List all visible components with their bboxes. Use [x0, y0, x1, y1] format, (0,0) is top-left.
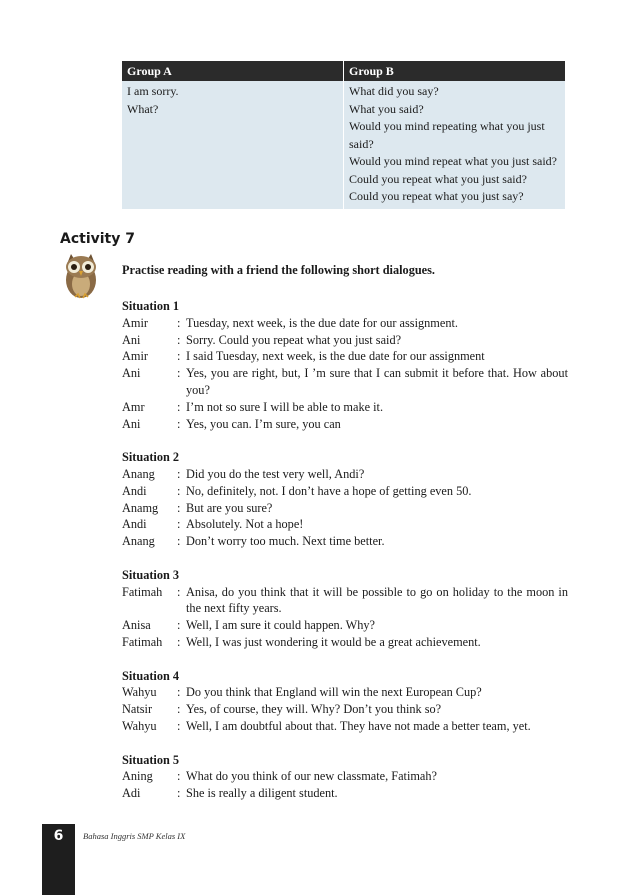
dialogue-text: Absolutely. Not a hope!	[186, 517, 304, 532]
speaker-name: Aning	[122, 769, 153, 784]
dialogue-line: Natsir : Yes, of course, they will. Why? Don’t you think so?	[122, 701, 568, 718]
situation-title: Situation 5	[122, 752, 180, 767]
dialogue-text: She is really a diligent student.	[186, 786, 338, 801]
dialogue-line: Amir : I said Tuesday, next week, is the due date for our assignment	[122, 348, 568, 365]
speaker-name: Andi	[122, 517, 147, 532]
dialogue-line: Anisa : Well, I am sure it could happen. Why?	[122, 617, 568, 634]
dialogue-text: Sorry. Could you repeat what you just said?	[186, 332, 402, 347]
group-a-item: I am sorry.	[127, 84, 179, 98]
dialogue-line: Aning : What do you think of our new classmate, Fatimah?	[122, 768, 568, 785]
dialogue-line: Fatimah : Anisa, do you think that it will be possible to go on holiday to the moon in the next fifty years.	[122, 584, 568, 616]
dialogue-text: Don’t worry too much. Next time better.	[186, 534, 385, 549]
speaker-name: Ani	[122, 332, 141, 347]
dialogue-line: Wahyu : Well, I am doubtful about that. They have not made a better team, yet.	[122, 718, 568, 735]
dialogue-text: I said Tuesday, next week, is the due date for our assignment	[186, 349, 485, 364]
group-b-header: Group B	[344, 61, 566, 81]
group-b-item: What you said?	[349, 101, 424, 116]
speaker-name: Adi	[122, 786, 141, 801]
group-b-item: Would you mind repeating what you just said?	[349, 119, 545, 151]
speaker-name: Anang	[122, 534, 155, 549]
speaker-name: Amr	[122, 399, 145, 414]
speaker-name: Natsir	[122, 702, 153, 717]
dialogue-line: Andi : No, definitely, not. I don’t have a hope of getting even 50.	[122, 483, 568, 500]
table-row	[122, 81, 565, 209]
activity-content	[122, 262, 568, 802]
dialogue-text: What do you think of our new classmate, Fatimah?	[186, 769, 437, 784]
group-a-header: Group A	[122, 61, 344, 81]
table-header-row	[122, 61, 565, 81]
dialogue-line: Adi : She is really a diligent student.	[122, 785, 568, 802]
expressions-table	[122, 61, 565, 209]
group-a-cell	[122, 81, 344, 209]
speaker-name: Ani	[122, 366, 141, 381]
situation-title: Situation 4	[122, 668, 180, 683]
dialogue-line: Amir : Tuesday, next week, is the due date for our assignment.	[122, 315, 568, 332]
speaker-name: Anisa	[122, 618, 151, 633]
speaker-name: Andi	[122, 483, 147, 498]
situation-title: Situation 2	[122, 450, 180, 465]
dialogue-line: Anamg : But are you sure?	[122, 500, 568, 517]
dialogue-line: Ani : Yes, you can. I’m sure, you can	[122, 416, 568, 433]
dialogue-text: Tuesday, next week, is the due date for our assignment.	[186, 315, 458, 330]
dialogue-line: Ani : Sorry. Could you repeat what you just said?	[122, 332, 568, 349]
speaker-name: Amir	[122, 315, 148, 330]
situation-title: Situation 3	[122, 567, 180, 582]
owl-icon	[58, 250, 104, 300]
dialogue-text: Yes, you can. I’m sure, you can	[186, 416, 341, 431]
group-b-item: Could you repeat what you just said?	[349, 171, 527, 186]
activity-title: Activity 7	[60, 231, 135, 247]
speaker-name: Wahyu	[122, 685, 157, 700]
speaker-name: Wahyu	[122, 718, 157, 733]
instruction-text: Practise reading with a friend the following short dialogues.	[122, 263, 435, 277]
dialogue-text: Did you do the test very well, Andi?	[186, 466, 365, 481]
dialogue-line: Fatimah : Well, I was just wondering it would be a great achievement.	[122, 634, 568, 651]
dialogue-line: Andi : Absolutely. Not a hope!	[122, 516, 568, 533]
speaker-name: Anang	[122, 466, 155, 481]
group-a-item: What?	[127, 101, 159, 116]
speaker-name: Fatimah	[122, 634, 163, 649]
group-b-item: Could you repeat what you just say?	[349, 189, 524, 203]
group-b-item: What did you say?	[349, 84, 439, 98]
dialogue-line: Amr : I’m not so sure I will be able to make it.	[122, 399, 568, 416]
dialogue-line: Anang : Don’t worry too much. Next time better.	[122, 533, 568, 550]
dialogue-text: Well, I was just wondering it would be a great achievement.	[186, 634, 481, 649]
dialogue-text: Well, I am sure it could happen. Why?	[186, 618, 375, 633]
dialogue-text: Do you think that England will win the next European Cup?	[186, 685, 482, 700]
dialogue-text: I’m not so sure I will be able to make it.	[186, 399, 384, 414]
group-b-item: Would you mind repeat what you just said?	[349, 154, 557, 168]
situation-title: Situation 1	[122, 299, 180, 313]
dialogue-line: Anang : Did you do the test very well, Andi?	[122, 466, 568, 483]
speaker-name: Amir	[122, 349, 148, 364]
speaker-name: Ani	[122, 416, 141, 431]
dialogue-line: Wahyu : Do you think that England will win the next European Cup?	[122, 684, 568, 701]
dialogue-line: Ani : Yes, you are right, but, I ’m sure that I can submit it before that. How about you?	[122, 366, 568, 397]
dialogue-text: Anisa, do you think that it will be possible to go on holiday to the moon in the next fifty years.	[186, 584, 568, 616]
book-title: Bahasa Inggris SMP Kelas IX	[83, 831, 186, 841]
speaker-name: Anamg	[122, 500, 159, 515]
dialogue-text: Yes, you are right, but, I ’m sure that I can submit it before that. How about you?	[186, 366, 568, 397]
group-b-cell	[344, 81, 566, 209]
dialogue-text: No, definitely, not. I don’t have a hope of getting even 50.	[186, 483, 472, 498]
dialogue-text: Yes, of course, they will. Why? Don’t you think so?	[186, 702, 442, 717]
dialogue-text: But are you sure?	[186, 500, 273, 515]
speaker-name: Fatimah	[122, 584, 163, 599]
page-number: 6	[53, 828, 64, 844]
dialogue-text: Well, I am doubtful about that. They have not made a better team, yet.	[186, 718, 531, 733]
